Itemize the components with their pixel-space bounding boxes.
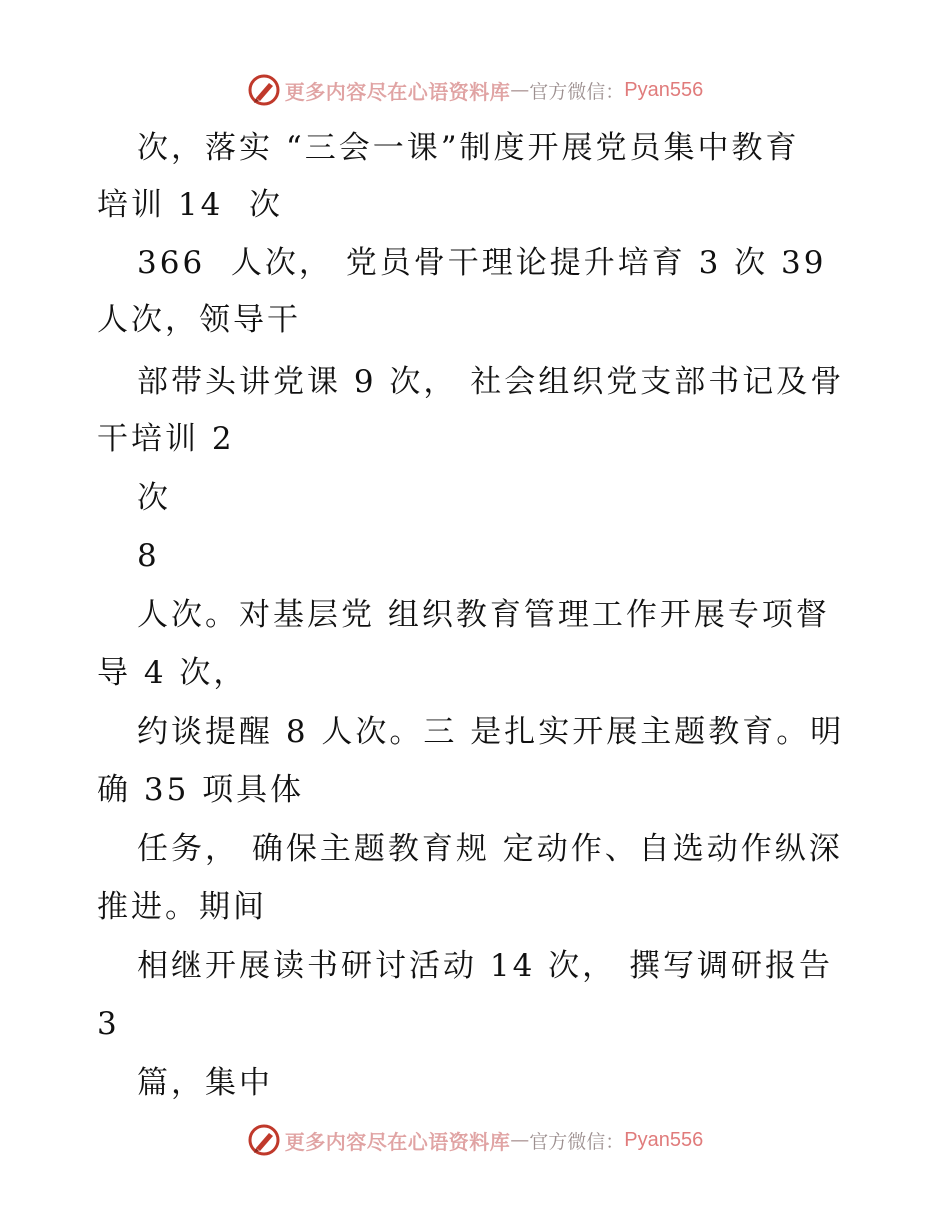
- text-line-10: 导 4 次，: [97, 655, 248, 691]
- text-line-5: 部带头讲党课 9 次， 社会组织党支部书记及骨: [137, 364, 845, 400]
- watermark-wechat-id: Pyan556: [624, 1128, 704, 1151]
- text-line-15: 相继开展读书研讨活动 14 次， 撰写调研报告: [137, 948, 834, 984]
- text-line-1: 次，落实 “三会一课”制度开展党员集中教育: [137, 130, 800, 166]
- text-line-7: 次: [137, 480, 171, 516]
- text-line-17: 篇，集中: [137, 1065, 273, 1101]
- text-line-11: 约谈提醒 8 人次。三 是扎实开展主题教育。明: [137, 714, 845, 750]
- text-line-9: 人次。对基层党 组织教育管理工作开展专项督: [137, 597, 830, 633]
- text-line-13: 任务， 确保主题教育规 定动作、自选动作纵深: [137, 831, 843, 867]
- watermark-wechat-label: 官方微信：: [529, 1130, 625, 1153]
- pen-logo-icon: [247, 73, 281, 107]
- text-line-8: 8: [137, 538, 160, 574]
- watermark-dash: —: [510, 79, 530, 101]
- watermark-site-name: 更多内容尽在心语资料库: [284, 1129, 511, 1154]
- text-line-2: 培训 14 次: [97, 187, 284, 223]
- text-line-3: 366 人次， 党员骨干理论提升培育 3 次 39: [137, 245, 827, 281]
- text-line-12: 确 35 项具体: [97, 772, 305, 808]
- text-line-6: 干培训 2: [97, 421, 235, 457]
- text-line-14: 推进。期间: [97, 889, 267, 925]
- text-line-16: 3: [97, 1006, 120, 1042]
- watermark-wechat-id: Pyan556: [624, 78, 704, 101]
- watermark-site-name: 更多内容尽在心语资料库: [284, 79, 511, 104]
- header-watermark: [0, 70, 950, 110]
- watermark-wechat-label: 官方微信：: [529, 80, 625, 103]
- text-line-4: 人次，领导干: [97, 302, 301, 338]
- pen-logo-icon: [247, 1123, 281, 1157]
- watermark-dash: —: [510, 1129, 530, 1151]
- footer-watermark: [0, 1120, 950, 1160]
